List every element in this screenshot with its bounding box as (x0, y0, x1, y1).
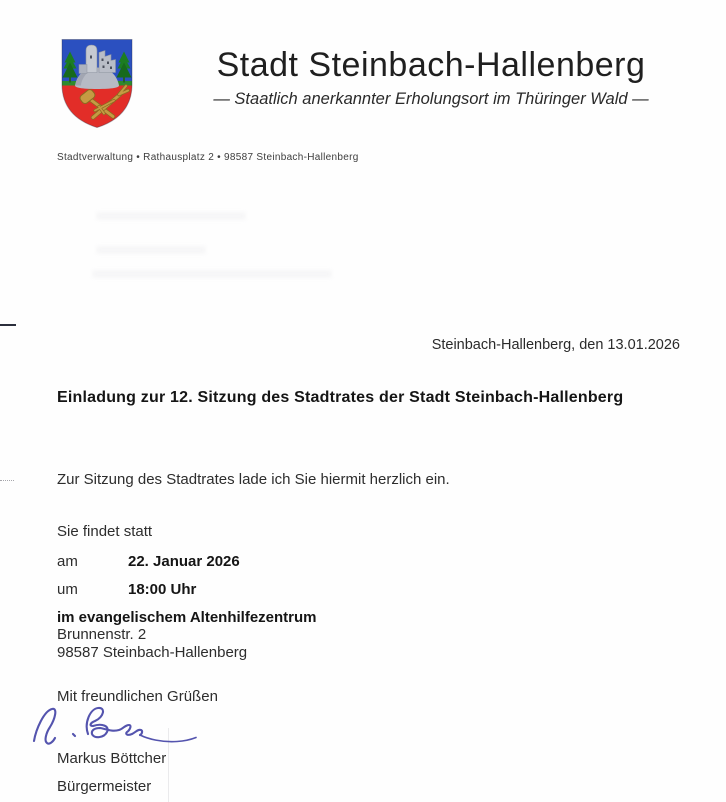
handwritten-signature (28, 701, 206, 751)
location-name: im evangelischem Altenhilfezentrum (57, 609, 317, 626)
schedule-row-date (57, 553, 240, 570)
sender-address-line: Stadtverwaltung • Rathausplatz 2 • 98587 Steinbach-Hallenberg (57, 152, 359, 163)
subject-heading: Einladung zur 12. Sitzung des Stadtrates der Stadt Steinbach-Hallenberg (57, 389, 624, 406)
schedule-label-am: am (57, 553, 78, 570)
fold-mark (0, 324, 16, 326)
schedule-value-time: 18:00 Uhr (128, 581, 197, 598)
schedule-label-um: um (57, 581, 78, 598)
closing-greeting: Mit freundlichen Grüßen (57, 688, 218, 705)
bleed-through-artifact (92, 270, 332, 278)
letterhead-title: Stadt Steinbach-Hallenberg (216, 46, 646, 84)
bleed-through-artifact (96, 246, 206, 254)
salutation-text: Zur Sitzung des Stadtrates lade ich Sie hiermit herzlich ein. (57, 471, 450, 488)
schedule-value-date: 22. Januar 2026 (128, 553, 240, 570)
crest-castle-tower (86, 45, 97, 73)
intro-text: Sie findet statt (57, 523, 153, 540)
bleed-through-artifact (96, 212, 246, 220)
signer-title: Bürgermeister (57, 778, 152, 795)
schedule-row-time (57, 581, 196, 598)
letterhead (166, 46, 696, 109)
date-line: Steinbach-Hallenberg, den 13.01.2026 (431, 337, 680, 353)
city-coat-of-arms (55, 36, 139, 131)
letterhead-subtitle: — Staatlich anerkannter Erholungsort im Thüringer Wald — (213, 90, 649, 108)
signer-name: Markus Böttcher (57, 750, 167, 767)
fold-mark (0, 480, 14, 481)
location-city: 98587 Steinbach-Hallenberg (57, 644, 248, 661)
location-street: Brunnenstr. 2 (57, 626, 147, 643)
